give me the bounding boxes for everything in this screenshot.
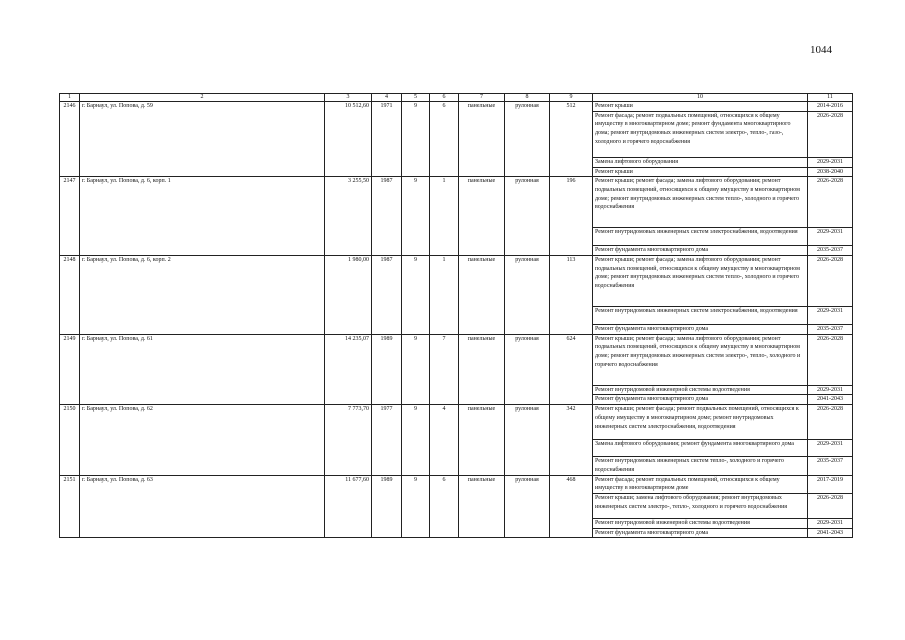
walls-cell: панельные (459, 405, 505, 475)
work-description: Замена лифтового оборудования (593, 157, 808, 167)
work-description: Ремонт фасада; ремонт подвальных помещений, относящихся к общему имуществу в многоквартирном доме; ремонт фундамента многоквартирного дома; ремонт внутридомовых инженерных систем электро-, тепло-, газо-, холодного и горячего водоснабжения (593, 111, 808, 157)
row-number: 2146 (60, 102, 80, 177)
entrances-cell: 1 (430, 177, 459, 256)
residents-cell: 624 (550, 334, 593, 404)
year-cell: 1977 (372, 405, 402, 475)
roof-cell: рулонная (505, 256, 550, 335)
row-number: 2148 (60, 256, 80, 335)
work-description: Ремонт крыши (593, 167, 808, 177)
column-number-row (60, 94, 853, 102)
work-description: Ремонт крыши; ремонт фасада; замена лифтового оборудования; ремонт подвальных помещений, относящихся к общему имуществу в многоквартирном доме; ремонт внутридомовых инженерных систем тепло-, холодного и горячего водоснабжения (593, 177, 808, 228)
work-period: 2014-2016 (808, 102, 853, 112)
capital-repair-table (59, 93, 853, 538)
entrances-cell: 1 (430, 256, 459, 335)
work-period: 2029-2031 (808, 228, 853, 246)
house-row (60, 177, 853, 228)
roof-cell: рулонная (505, 177, 550, 256)
entrances-cell: 7 (430, 334, 459, 404)
floors-cell: 9 (402, 102, 430, 177)
area-cell: 10 512,60 (325, 102, 372, 177)
work-period: 2026-2028 (808, 405, 853, 440)
work-description: Ремонт фундамента многоквартирного дома (593, 528, 808, 538)
area-cell: 7 773,70 (325, 405, 372, 475)
col-header: 8 (505, 94, 550, 102)
row-number: 2147 (60, 177, 80, 256)
work-description: Ремонт фундамента многоквартирного дома (593, 325, 808, 335)
work-period: 2017-2019 (808, 475, 853, 493)
work-period: 2041-2043 (808, 528, 853, 538)
entrances-cell: 4 (430, 405, 459, 475)
col-header: 4 (372, 94, 402, 102)
residents-cell: 113 (550, 256, 593, 335)
roof-cell: рулонная (505, 475, 550, 538)
floors-cell: 9 (402, 256, 430, 335)
work-period: 2038-2040 (808, 167, 853, 177)
col-header: 9 (550, 94, 593, 102)
work-period: 2029-2031 (808, 518, 853, 528)
residents-cell: 512 (550, 102, 593, 177)
work-period: 2029-2031 (808, 385, 853, 395)
area-cell: 3 255,50 (325, 177, 372, 256)
floors-cell: 9 (402, 405, 430, 475)
house-row (60, 102, 853, 112)
work-description: Ремонт крыши; замена лифтового оборудования; ремонт внутридомовых инженерных систем электро-, тепло-, холодного и горячего водоснабжения (593, 493, 808, 518)
work-description: Ремонт внутридомовой инженерной системы водоотведения (593, 518, 808, 528)
col-header: 2 (80, 94, 325, 102)
work-period: 2026-2028 (808, 177, 853, 228)
work-description: Ремонт крыши (593, 102, 808, 112)
residents-cell: 342 (550, 405, 593, 475)
work-description: Ремонт крыши; ремонт фасада; ремонт подвальных помещений, относящихся к общему имуществу в многоквартирном доме; ремонт внутридомовых инженерных систем электроснабжения, водоотведения (593, 405, 808, 440)
house-row (60, 256, 853, 307)
walls-cell: панельные (459, 256, 505, 335)
row-number: 2151 (60, 475, 80, 538)
work-description: Ремонт внутридомовых инженерных систем электроснабжения, водоотведения (593, 307, 808, 325)
year-cell: 1989 (372, 334, 402, 404)
year-cell: 1987 (372, 177, 402, 256)
entrances-cell: 6 (430, 102, 459, 177)
roof-cell: рулонная (505, 102, 550, 177)
roof-cell: рулонная (505, 334, 550, 404)
walls-cell: панельные (459, 102, 505, 177)
area-cell: 1 980,00 (325, 256, 372, 335)
address-cell: г. Барнаул, ул. Попова, д. 6, корп. 1 (80, 177, 325, 256)
area-cell: 11 677,60 (325, 475, 372, 538)
year-cell: 1971 (372, 102, 402, 177)
work-period: 2026-2028 (808, 493, 853, 518)
col-header: 10 (593, 94, 808, 102)
walls-cell: панельные (459, 475, 505, 538)
work-period: 2026-2028 (808, 256, 853, 307)
residents-cell: 196 (550, 177, 593, 256)
residents-cell: 468 (550, 475, 593, 538)
col-header: 6 (430, 94, 459, 102)
work-period: 2026-2028 (808, 334, 853, 385)
address-cell: г. Барнаул, ул. Попова, д. 59 (80, 102, 325, 177)
work-period: 2029-2031 (808, 440, 853, 457)
work-description: Ремонт фасада; ремонт подвальных помещений, относящихся к общему имуществу в многоквартирном доме (593, 475, 808, 493)
walls-cell: панельные (459, 177, 505, 256)
row-number: 2150 (60, 405, 80, 475)
work-period: 2026-2028 (808, 111, 853, 157)
work-description: Ремонт фундамента многоквартирного дома (593, 395, 808, 405)
work-period: 2041-2043 (808, 395, 853, 405)
address-cell: г. Барнаул, ул. Попова, д. 62 (80, 405, 325, 475)
address-cell: г. Барнаул, ул. Попова, д. 61 (80, 334, 325, 404)
year-cell: 1989 (372, 475, 402, 538)
col-header: 7 (459, 94, 505, 102)
house-row (60, 334, 853, 385)
row-number: 2149 (60, 334, 80, 404)
col-header: 1 (60, 94, 80, 102)
work-period: 2035-2037 (808, 325, 853, 335)
work-description: Ремонт внутридомовых инженерных систем тепло-, холодного и горячего водоснабжения (593, 457, 808, 475)
col-header: 3 (325, 94, 372, 102)
address-cell: г. Барнаул, ул. Попова, д. 6, корп. 2 (80, 256, 325, 335)
walls-cell: панельные (459, 334, 505, 404)
work-description: Ремонт крыши; ремонт фасада; замена лифтового оборудования; ремонт подвальных помещений, относящихся к общему имуществу в многоквартирном доме; ремонт внутридомовых инженерных систем тепло-, холодного и горячего водоснабжения (593, 256, 808, 307)
floors-cell: 9 (402, 177, 430, 256)
page-number: 1044 (810, 44, 832, 56)
work-period: 2029-2031 (808, 307, 853, 325)
house-row (60, 405, 853, 440)
work-description: Ремонт внутридомовых инженерных систем электроснабжения, водоотведения (593, 228, 808, 246)
col-header: 5 (402, 94, 430, 102)
entrances-cell: 6 (430, 475, 459, 538)
roof-cell: рулонная (505, 405, 550, 475)
house-row (60, 475, 853, 493)
col-header: 11 (808, 94, 853, 102)
area-cell: 14 235,07 (325, 334, 372, 404)
floors-cell: 9 (402, 334, 430, 404)
address-cell: г. Барнаул, ул. Попова, д. 63 (80, 475, 325, 538)
work-description: Ремонт крыши; ремонт фасада; замена лифтового оборудования; ремонт подвальных помещений, относящихся к общему имуществу в многоквартирном доме; ремонт внутридомовых инженерных систем электро-, тепло-, холодного и горячего водоснабжения (593, 334, 808, 385)
work-period: 2029-2031 (808, 157, 853, 167)
work-period: 2035-2037 (808, 457, 853, 475)
work-description: Замена лифтового оборудования; ремонт фундамента многоквартирного дома (593, 440, 808, 457)
work-description: Ремонт внутридомовой инженерной системы водоотведения (593, 385, 808, 395)
year-cell: 1987 (372, 256, 402, 335)
work-description: Ремонт фундамента многоквартирного дома (593, 246, 808, 256)
floors-cell: 9 (402, 475, 430, 538)
work-period: 2035-2037 (808, 246, 853, 256)
